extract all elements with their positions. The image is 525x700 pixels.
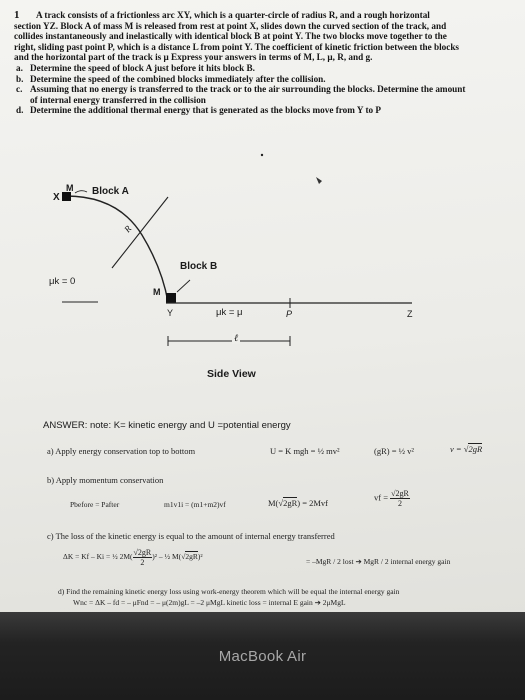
problem-line: A track consists of a frictionless arc XY, which is a quarter-circle of radius R, and a rough horizontal	[36, 10, 430, 20]
stray-mark	[261, 154, 263, 156]
laptop-brand-label: MacBook Air	[218, 648, 307, 665]
answer-d-equation: Wnc = ΔK – fd = – μFnd = – μ(2m)gL = –2 μMgL kinetic loss = internal E gain ➔ 2μMgL	[73, 598, 346, 607]
answer-c-text: c) The loss of the kinetic energy is equal to the amount of internal energy transferred	[47, 531, 335, 541]
question-item-b: b. Determine the speed of the combined blocks immediately after the collision.	[16, 73, 326, 84]
answer-c-result: = –MgR / 2 lost ➔ MgR / 2 internal energy gain	[306, 557, 451, 566]
frictionless-label: μk = 0	[49, 276, 76, 287]
block-b-label: Block B	[180, 261, 218, 272]
mass-label-top: M	[66, 183, 74, 193]
point-p-label: P	[286, 309, 293, 319]
answer-d-text: d) Find the remaining kinetic energy loss using work-energy theorem which will be equal the internal energy gain	[58, 587, 400, 596]
answer-b-eq3: M(√2gR) = 2Mvf	[268, 498, 328, 508]
problem-line: section YZ. Block A of mass M is released from rest at point X, slides down the curved section of the track, and	[14, 20, 447, 31]
block-b-pointer	[177, 280, 190, 292]
point-x-label: X	[53, 192, 60, 203]
problem-number: 1	[14, 9, 20, 21]
block-a-label: Block A	[92, 186, 129, 197]
answer-c-equation: ΔK = Kf – Ki = ½ 2M( $\frac{√2gR}{2}$ )² – ½ M(√2gR)²	[63, 548, 203, 567]
answer-b-eq2: m1v1i = (m1+m2)vf	[164, 500, 226, 509]
block-b	[166, 293, 176, 303]
answer-heading: ANSWER: note: K= kinetic energy and U =potential energy	[43, 420, 291, 431]
side-view-caption: Side View	[207, 368, 256, 380]
answer-a-text: a) Apply energy conservation top to bottom	[47, 446, 196, 456]
point-z-label: Z	[407, 309, 413, 319]
answer-a-eq1: U = K mgh = ½ mv²	[270, 446, 340, 456]
question-item-c-continued: of internal energy transferred in the collision	[30, 94, 206, 105]
answer-a-eq3: v = √2gR	[450, 444, 483, 454]
question-item-a: a. Determine the speed of block A just before it hits block B.	[16, 62, 255, 73]
radius-line	[112, 197, 168, 268]
problem-line: right, sliding past point P, which is a distance L from point Y. The coefficient of kinetic friction between the blocks	[14, 41, 460, 52]
distance-l-label: ℓ	[234, 333, 239, 344]
answer-b-eq4: vf = $\frac{√2gR}{2}$	[374, 489, 409, 508]
mass-label-mid: M	[153, 287, 161, 297]
stray-mark	[316, 177, 322, 184]
friction-coefficient-label: μk = μ	[216, 307, 243, 318]
point-y-label: Y	[167, 308, 174, 318]
block-a	[62, 192, 71, 201]
block-a-pointer	[75, 191, 87, 193]
question-item-c: c. Assuming that no energy is transferred to the track or to the air surrounding the blocks. Determine the amount	[16, 84, 466, 95]
answer-b-eq1: Pbefore = Pafter	[70, 500, 120, 509]
radius-label: R	[122, 223, 134, 235]
answer-b-text: b) Apply momentum conservation	[47, 475, 164, 485]
problem-line: collides instantaneously and inelastically with identical block B at point Y. The two blocks move together to the	[14, 31, 447, 42]
answer-a-eq2: (gR) = ½ v²	[374, 446, 414, 456]
problem-line: and the horizontal part of the track is μ Express your answers in terms of M, L, μ, R, and g.	[14, 52, 373, 63]
question-item-d: d. Determine the additional thermal energy that is generated as the blocks move from Y to P	[16, 105, 382, 116]
